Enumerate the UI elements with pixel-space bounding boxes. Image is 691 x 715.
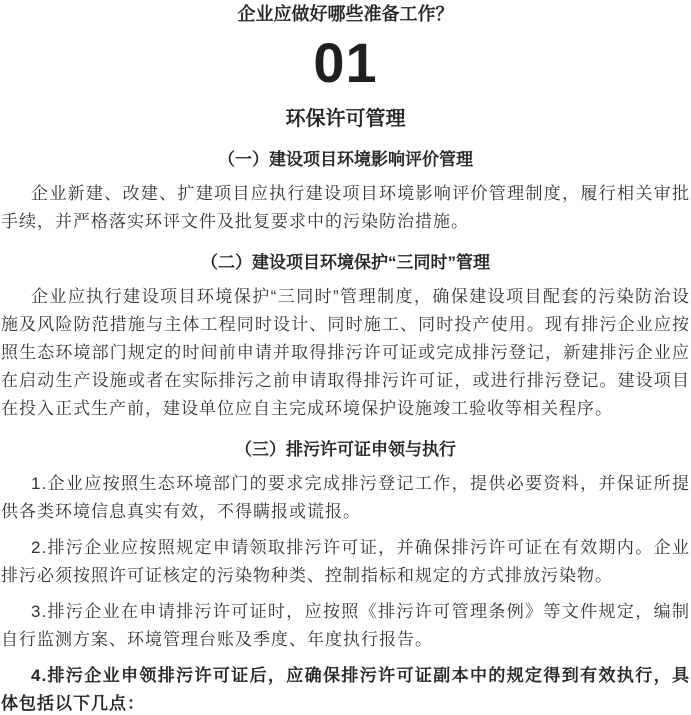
chapter-number: 01 bbox=[313, 31, 378, 94]
body-paragraph-bold: 4.排污企业申领排污许可证后，应确保排污许可证副本中的规定得到有效执行，具体包括以下几点： bbox=[1, 666, 690, 713]
body-paragraph: 3.排污企业在申请排污许可证时，应按照《排污许可管理条例》等文件规定，编制自行监测方案、环境管理台账及季度、年度执行报告。 bbox=[1, 602, 690, 649]
subsection-heading-3: （三）排污许可证申领与执行 bbox=[235, 440, 456, 459]
doc-title: 企业应做好哪些准备工作？ bbox=[237, 4, 454, 24]
chapter-title: 环保许可管理 bbox=[285, 108, 406, 130]
body-paragraph: 企业应执行建设项目环境保护“三同时”管理制度，确保建设项目配套的污染防治设施及风险防范措施与主体工程同时设计、同时施工、同时投产使用。现有排污企业应按照生态环境部门规定的时间前申请并取得排污许可证或完成排污登记，新建排污企业应在启动生产设施或者在实际排污之前申请取得排污许可证，或进行排污登记。建设项目在投入正式生产前，建设单位应自主完成环境保护设施竣工验收等相关程序。 bbox=[1, 287, 690, 418]
body-paragraph: 1.企业应按照生态环境部门的要求完成排污登记工作，提供必要资料，并保证所提供各类环境信息真实有效，不得瞒报或谎报。 bbox=[1, 474, 690, 521]
body-paragraph: 2.排污企业应按照规定申请领取排污许可证，并确保排污许可证在有效期内。企业排污必须按照许可证核定的污染物种类、控制指标和规定的方式排放污染物。 bbox=[1, 538, 690, 585]
body-paragraph: 企业新建、改建、扩建项目应执行建设项目环境影响评价管理制度，履行相关审批手续，并严格落实环评文件及批复要求中的污染防治措施。 bbox=[1, 184, 690, 231]
subsection-heading-2: （二）建设项目环境保护“三同时”管理 bbox=[201, 253, 490, 272]
subsection-heading-1: （一）建设项目环境影响评价管理 bbox=[218, 150, 473, 169]
